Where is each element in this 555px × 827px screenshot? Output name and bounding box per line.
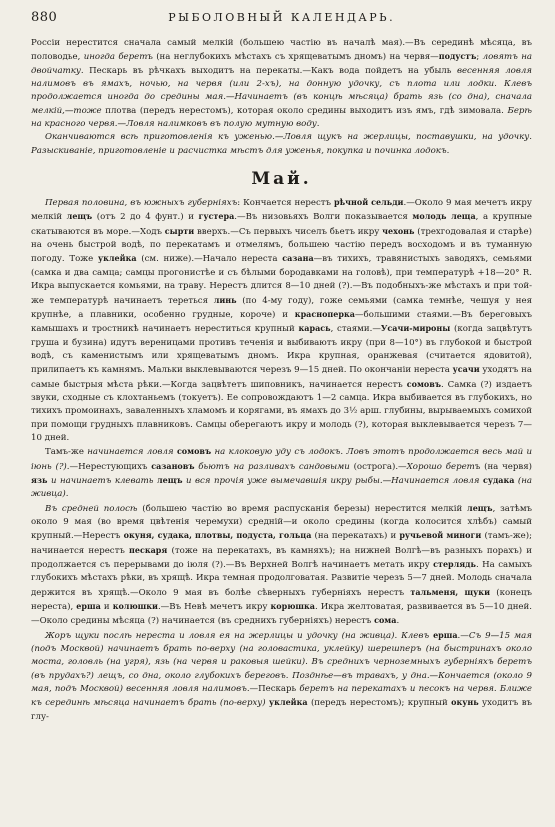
text-run: (по 4-му году), гоже семьями (самка темнѣе, чешуя у нея крупнѣе, а плавники, особенно грудные, короче) и — [31, 295, 532, 320]
term: лещъ — [66, 211, 93, 222]
term: ерша — [76, 601, 101, 612]
text-run: . На самыхъ глубокихъ мѣстахъ рѣки, въ хрящѣ. Икра темная продолговатая. Развитiе черезъ 5—7 дней. Молодь сначала держится въ хрящѣ.—Около 9 мая въ болѣе сѣверныхъ губернiяхъ нерестъ — [31, 560, 533, 598]
term: окуня, судака, плотвы, подуста, гольца — [123, 530, 312, 541]
text-run: , а крупные скатываются въ море.—Ходъ — [31, 212, 532, 237]
paragraph — [31, 131, 532, 158]
text-run: плотва (передъ нерестомъ), которая около средины выходитъ изъ ямъ, гдѣ зимовала. — [101, 105, 508, 116]
term: усачи — [452, 364, 480, 375]
month-heading: Май. — [251, 169, 312, 190]
text-run: .— — [457, 630, 469, 641]
page-header — [31, 10, 532, 30]
term: карась — [298, 323, 331, 334]
text-run: и — [100, 602, 113, 613]
italic-text: Берѣ на красного червя.—Ловля налимковъ въ полую мутную воду. — [31, 105, 532, 130]
text-run: , стаями.— — [330, 324, 381, 335]
page-number: 880 — [31, 10, 58, 25]
paragraph — [31, 445, 532, 501]
term: судака — [482, 474, 515, 485]
term: колюшки — [112, 601, 158, 612]
term: ручьевой миноги — [399, 530, 482, 541]
italic-text: весенняя ловля налимовъ въ ямахъ, ночью, на червя (или 2-хъ), на донную удочку, съ плота или лодки. Клевъ продолжается иногда до средины мая.—Начинаетъ (въ концѣ мѣсяца) брать язь (со дна), сначала мелкiй,—тоже — [31, 65, 532, 116]
term: красноперка — [294, 308, 355, 319]
italic-text: бьютъ на разливахъ сандовыми — [198, 461, 350, 472]
term: густера — [198, 211, 235, 222]
text-run: (тоже на перекатахъ, въ камняхъ); на нижней Волгѣ—въ разныхъ порахъ) и продолжается съ перерывами до iюля (?).—Въ Верхней Волгѣ начинаетъ метать икру — [31, 545, 532, 571]
text-run: ъ (на червя) — [474, 461, 532, 472]
text-run: ; — [476, 52, 483, 63]
term: сазана — [282, 253, 314, 264]
text-run: (отъ 2 до 4 фунт.) и — [92, 212, 199, 223]
text-run: . Самка (?) издаетъ звуки, сходные съ клохтаньемъ (токуетъ). Ее сопровождаютъ 1—2 самца. Икра выбивается въ глубокихъ, но тихихъ промоинахъ, заваленныхъ хламомъ и корягами, въ ямахъ до 3½ арш. глубины, вырываемыхъ сомихой при помощи грудныхъ плавниковъ. Самцы оберегаютъ икру и молодь (?), которая выклевывается черезъ 7—10 дней. — [31, 379, 532, 443]
paragraph — [31, 37, 532, 131]
term: рѣчной сельди — [333, 197, 404, 208]
text-run: —въ тихихъ, травянистыхъ заводяхъ, семьями (самка и два самца; самцы прогонистѣе и съ бѣлыми бородавками на головѣ), при температурѣ +18—20° R. Икра выпускается комьями, на траву. Нерестъ длится 8—10 дней (?).—Въ подобныхъ-же мѣстахъ и при той-же температурѣ начинаетъ тереться — [31, 254, 532, 306]
italic-text: Съ 9—15 мая (подъ Москвой) начинаетъ брать по-верху (на головастика, уклейку) шерешперъ — [31, 630, 532, 655]
text-run: (острога).— — [349, 461, 407, 472]
text-run: Тамъ-же — [45, 447, 88, 458]
text-run: (передъ нерестомъ); крупный — [307, 698, 452, 709]
text-run: , затѣмъ около 9 мая (во время цвѣтенiя черемухи) среднiй—и около средины (когда колосится хлѣбъ) самый крупный.—Нерестъ — [31, 503, 532, 542]
italic-text: ловятъ на двойчатку. — [31, 52, 532, 76]
text-run: (на перекатахъ) и — [311, 531, 400, 542]
italic-text: Хорошо берет — [406, 461, 475, 472]
paragraph — [31, 629, 532, 724]
italic-text: на клоковую уду съ лодокъ. Ловъ этотъ продолжается весь май и iюнь (?). — [31, 447, 532, 472]
text-run: —Нерестующихъ — [69, 461, 152, 472]
term: линь — [213, 294, 237, 305]
italic-text: (на живца). — [31, 475, 533, 500]
text-run: (трехгодовалая и старѣе) на очень быстрой водѣ, по перекатамъ и отмелямъ, большею частiю передъ восходомъ и въ туманную погоду. Тоже — [31, 226, 532, 265]
text-run: ъ (на неглубокихъ мѣстахъ съ хрящеватымъ дномъ) на червя— — [147, 52, 439, 63]
italic-text: Первая половина, въ южныхъ губернiяхъ — [45, 198, 238, 209]
term: тальменя, щуки — [410, 586, 491, 597]
running-title: РЫБОЛОВНЫЙ КАЛЕНДАРЬ. — [168, 11, 396, 24]
term: сазановъ — [151, 460, 195, 471]
term: язь — [31, 474, 48, 485]
term: сомовъ — [406, 378, 441, 389]
text-run: (см. ниже).—Начало нереста — [136, 254, 283, 265]
term: ерша — [433, 629, 458, 640]
text-run: . Икра желтоватая, развивается въ 5—10 дней.—Около средины мѣсяца (?) начинается (въ среднихъ губернiяхъ) нерестъ — [31, 602, 532, 627]
term: лещъ — [467, 502, 493, 513]
term: сома — [374, 615, 397, 626]
text-run: .—Пескарь — [246, 684, 300, 695]
text-run: —большими стаями.—Въ береговыхъ камышахъ и тростникѣ начинаетъ нереститься крупный — [31, 309, 532, 335]
term: молодь леща — [412, 211, 476, 222]
term: уклейка — [98, 253, 137, 264]
term: корюшка — [270, 601, 315, 612]
term: подустъ — [438, 51, 477, 62]
text-run: Россiи нерестится сначала самый мелкiй (большею частiю въ началѣ мая).—Въ серединѣ мѣсяца, въ половодье, — [31, 38, 532, 63]
italic-text: Оканчиваются всѣ приготовленiя къ уженью.—Ловля щукъ на жерлицы, поставушки, на удочку. Разыскиванiе, приготовленiе и расчистка мѣстъ для уженья, покупка и починка лодокъ. — [31, 132, 532, 156]
term: окунь — [451, 697, 479, 708]
text-run: (большею частiю во время распусканiя березы) нерестится мелкiй — [137, 503, 468, 514]
italic-text: Жоръ щуки послѣ нереста и ловля ея на жерлицы и удочку (на живца). Клевъ — [45, 630, 430, 641]
italic-text: Въ средней полосѣ — [45, 503, 138, 514]
italic-text: начинается ловля — [87, 447, 174, 458]
text-run: (когда зацвѣтутъ груша и бузина) идутъ вереницами противъ теченiя и выбиваютъ икру (при 8—10°) въ глубокой и быстрой водѣ, съ каменистымъ или хрящеватымъ дномъ. Икра крупная, оранжевая (считается ядовитой), прилипаетъ къ камнямъ. Мальки выклевываются черезъ 9—15 дней. По окончанiи нереста — [31, 324, 533, 376]
text-run: уходитъ въ глу- — [31, 698, 533, 722]
text-run: (тамъ-же); начинается нерестъ — [31, 531, 532, 556]
term: пескаря — [129, 544, 168, 555]
term: сырти — [164, 225, 195, 236]
italic-text: (на быстринахъ около моста, головль (на угря), язь (на червя и раковыя шейки). Въ среднихъ черноземныхъ губернiяхъ беретъ (въ прудахъ?) лещъ, со дна, около глубокихъ береговъ. Позднѣе—въ травахъ, у дна.—Кончается (около 9 мая, подъ Москвой) весенняя ловля налимовъ — [31, 644, 532, 695]
text-run: : Кончается нерестъ — [237, 198, 334, 209]
text-run: .—Около 9 мая мечетъ икру мелкiй — [31, 198, 532, 223]
text-run: уходятъ на самые быстрыя мѣста рѣки.—Когда зацвѣтетъ шиповникъ, начинается нерестъ — [31, 365, 532, 390]
italic-text: и начинаетъ клевать — [50, 475, 154, 486]
paragraph — [31, 196, 532, 445]
term: сомовъ — [176, 446, 212, 457]
italic-text: иногда берет — [83, 52, 148, 63]
term: стерлядь — [433, 559, 476, 570]
text-run: .—Въ низовьяхъ Волги показывается — [234, 212, 413, 223]
italic-text: беретъ на перекатахъ и песокъ на червя. Ближе къ серединѣ мѣсяца начинаетъ брать (по-верху) — [31, 684, 532, 709]
text-run: (конецъ нереста), — [31, 587, 532, 613]
paragraph — [31, 502, 532, 629]
term: лещъ — [156, 474, 183, 485]
text-run: . — [396, 616, 400, 627]
term: чехонь — [382, 225, 415, 236]
text-run: .—Въ Невѣ мечетъ икру — [157, 602, 271, 613]
text-run: Пескарь въ рѣчкахъ выходитъ на перекаты.—Какъ вода пойдетъ на убыль — [83, 65, 457, 76]
italic-text: и вся прочiя уже вымечавшiя икру рыбы.—Начинается ловля — [185, 475, 480, 486]
term: уклейка — [269, 697, 308, 708]
text-run: вверхъ.—Съ первыхъ чиселъ бьетъ икру — [194, 226, 383, 237]
term: Усачи-мироны — [380, 323, 451, 334]
page-body — [31, 37, 532, 724]
